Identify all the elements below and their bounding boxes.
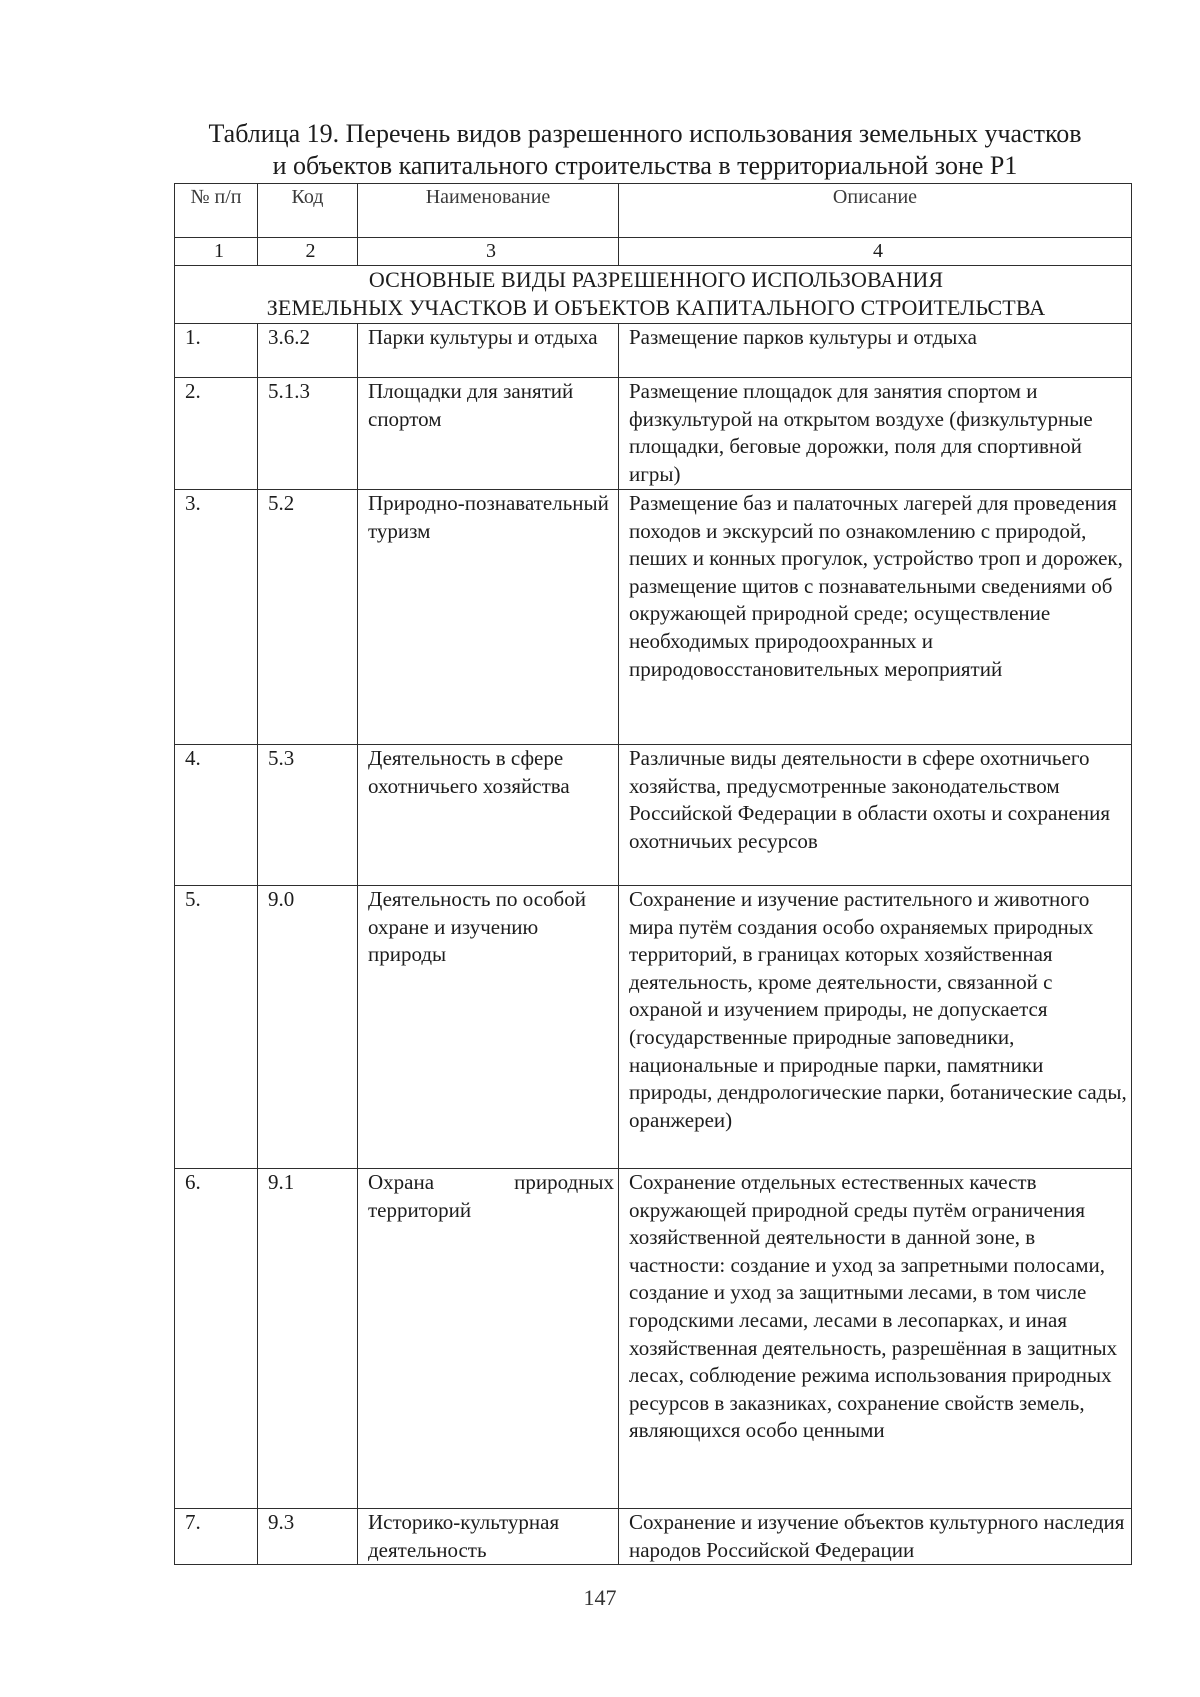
row-name: Парки культуры и отдыха [358, 324, 619, 378]
table-header-row [175, 184, 1132, 238]
row-desc: Размещение парков культуры и отдыха [619, 324, 1132, 378]
row-desc: Различные виды деятельности в сфере охотничьего хозяйства, предусмотренные законодательством Российской Федерации в области охоты и сохранения охотничьих ресурсов [619, 745, 1132, 886]
row-num: 6. [175, 1169, 258, 1509]
index-cell: 2 [258, 238, 358, 266]
row-code: 9.0 [258, 886, 358, 1169]
table-row [175, 886, 1132, 1169]
row-code: 5.3 [258, 745, 358, 886]
table-caption [150, 118, 1140, 182]
section-heading-line-1: ОСНОВНЫЕ ВИДЫ РАЗРЕШЕННОГО ИСПОЛЬЗОВАНИЯ [368, 267, 944, 292]
row-code: 3.6.2 [258, 324, 358, 378]
table-row [175, 1509, 1132, 1565]
row-desc: Сохранение отдельных естественных качеств окружающей природной среды путём ограничения хозяйственной деятельности в данной зоне, в частности: создание и уход за запретными полосами, создание и уход за защитными лесами, в том числе городскими лесами, лесами в лесопарках, и иная хозяйственная деятельность, разрешённая в защитных лесах, соблюдение режима использования природных ресурсов в заказниках, сохранение свойств земель, являющихся особо ценными [619, 1169, 1132, 1509]
row-num: 7. [175, 1509, 258, 1565]
table-row [175, 324, 1132, 378]
row-code: 9.3 [258, 1509, 358, 1565]
index-cell: 3 [358, 238, 619, 266]
table-row [175, 745, 1132, 886]
section-heading [175, 266, 1132, 324]
section-heading-row [175, 266, 1132, 324]
caption-line-1: Таблица 19. Перечень видов разрешенного использования земельных участков [208, 119, 1082, 148]
row-desc: Сохранение и изучение растительного и животного мира путём создания особо охраняемых природных территорий, в границах которых хозяйственная деятельность, кроме деятельности, связанной с охраной и изучением природы, не допускается (государственные природные заповедники, национальные и природные парки, памятники природы, дендрологические парки, ботанические сады, оранжереи) [619, 886, 1132, 1169]
row-name: Деятельность в сфере охотничьего хозяйства [358, 745, 619, 886]
row-num: 2. [175, 378, 258, 490]
page-number: 147 [583, 1585, 617, 1610]
land-use-table [174, 183, 1132, 1565]
index-cell: 4 [619, 238, 1132, 266]
table-row [175, 490, 1132, 745]
row-desc: Размещение площадок для занятия спортом и физкультурой на открытом воздухе (физкультурные площадки, беговые дорожки, поля для спортивной игры) [619, 378, 1132, 490]
header-name: Наименование [358, 184, 619, 238]
row-code: 5.2 [258, 490, 358, 745]
row-name: Охрана природных территорий [358, 1169, 619, 1509]
row-name: Природно-познавательный туризм [358, 490, 619, 745]
row-desc: Размещение баз и палаточных лагерей для проведения походов и экскурсий по ознакомлению с природой, пеших и конных прогулок, устройство троп и дорожек, размещение щитов с познавательными сведениями об окружающей природной среде; осуществление необходимых природоохранных и природовосстановительных мероприятий [619, 490, 1132, 745]
row-name: Историко-культурная деятельность [358, 1509, 619, 1565]
row-name: Площадки для занятий спортом [358, 378, 619, 490]
row-num: 5. [175, 886, 258, 1169]
section-heading-line-2: ЗЕМЕЛЬНЫХ УЧАСТКОВ И ОБЪЕКТОВ КАПИТАЛЬНОГО СТРОИТЕЛЬСТВА [266, 295, 1046, 320]
row-code: 5.1.3 [258, 378, 358, 490]
header-desc: Описание [619, 184, 1132, 238]
index-cell: 1 [175, 238, 258, 266]
row-desc: Сохранение и изучение объектов культурного наследия народов Российской Федерации [619, 1509, 1132, 1565]
header-num: № п/п [175, 184, 258, 238]
table-row [175, 1169, 1132, 1509]
row-code: 9.1 [258, 1169, 358, 1509]
table-row [175, 378, 1132, 490]
row-name: Деятельность по особой охране и изучению природы [358, 886, 619, 1169]
caption-line-2: и объектов капитального строительства в территориальной зоне Р1 [272, 151, 1018, 180]
row-num: 4. [175, 745, 258, 886]
row-num: 1. [175, 324, 258, 378]
row-num: 3. [175, 490, 258, 745]
header-code: Код [258, 184, 358, 238]
column-index-row [175, 238, 1132, 266]
